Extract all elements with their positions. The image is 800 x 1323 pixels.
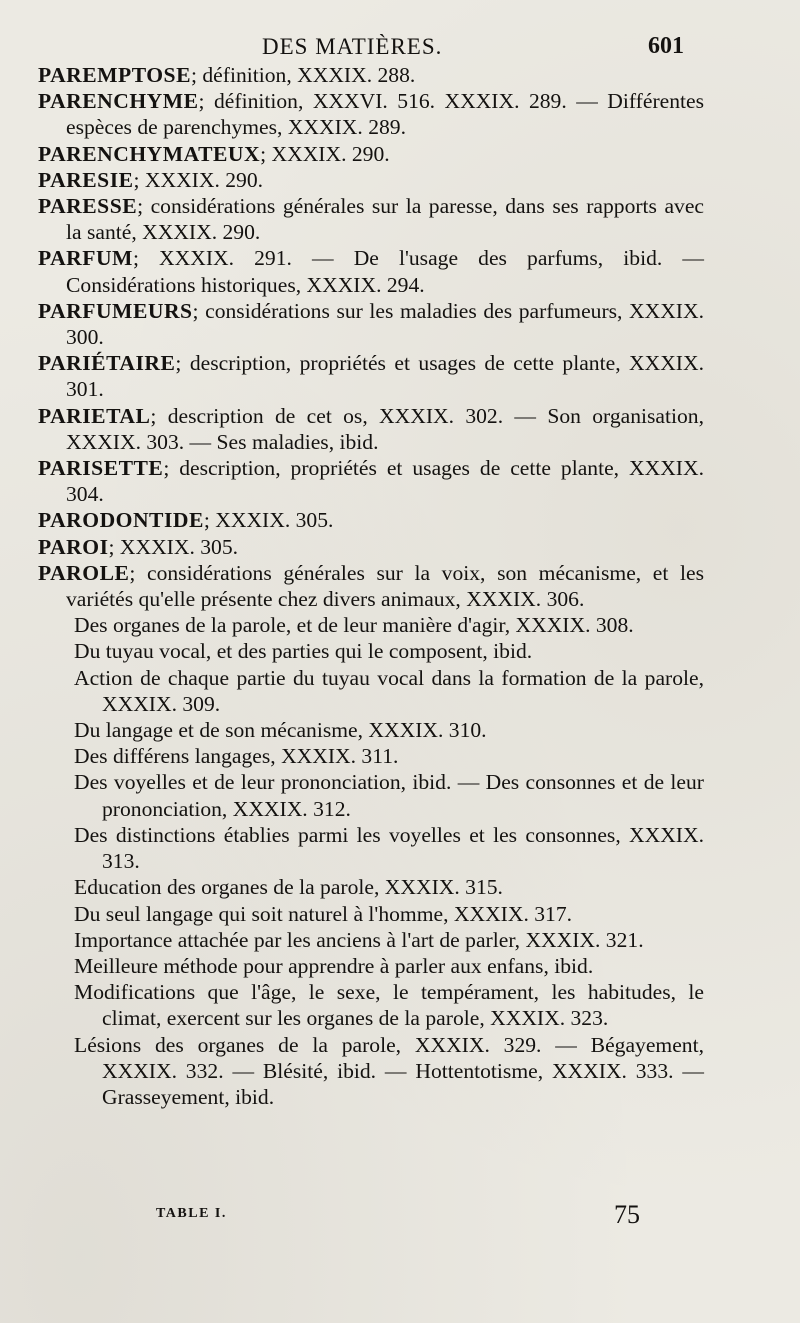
- signature-mark: TABLE I.: [156, 1206, 227, 1221]
- running-title: DES MATIÈRES.: [262, 34, 443, 59]
- entry-headword: PARFUM: [38, 246, 133, 271]
- index-entry: [38, 167, 704, 193]
- entry-headword: PARISETTE: [38, 456, 164, 481]
- subentry: Education des organes de la parole, XXXIX. 315.: [74, 875, 503, 900]
- subentry: Meilleure méthode pour apprendre à parler aux enfans, ibid.: [74, 953, 594, 978]
- entry-headword: PAROI: [38, 534, 109, 559]
- index-entry: [38, 534, 704, 560]
- index-entry: [38, 560, 704, 612]
- entry-headword: PAREMPTOSE: [38, 63, 191, 87]
- entry-text: ; définition, XXXVI. 516. XXXIX. 289. — Différentes espèces de parenchymes, XXXIX. 289.: [66, 89, 704, 140]
- index-entry: [38, 141, 704, 167]
- entry-text: ; XXXIX. 305.: [203, 508, 334, 533]
- entry-text: ; description, propriétés et usages de cette plante, XXXIX. 304.: [66, 456, 704, 507]
- subentry: Des voyelles et de leur prononciation, ibid. — Des consonnes et de leur prononciation, XXXIX. 312.: [74, 770, 704, 821]
- subentry: Lésions des organes de la parole, XXXIX. 329. — Bégayement, XXXIX. 332. — Blésité, ibid. — Hottentotisme, XXXIX. 333. — Grasseyement, ibid.: [74, 1032, 704, 1109]
- entry-headword: PARODONTIDE: [38, 508, 204, 533]
- page-footer: [0, 1200, 800, 1246]
- entry-headword: PARESIE: [38, 167, 134, 192]
- subentry: Du tuyau vocal, et des parties qui le composent, ibid.: [74, 639, 533, 664]
- index-entry: [38, 88, 704, 140]
- entry-text: ; XXXIX. 290.: [260, 141, 390, 166]
- entry-headword: PARFUMEURS: [38, 298, 193, 323]
- index-entry: [38, 193, 704, 245]
- folio-number: 75: [614, 1200, 640, 1229]
- entry-text: ; considérations générales sur la paresse, dans ses rapports avec la santé, XXXIX. 290.: [66, 194, 704, 245]
- subentry: Des distinctions établies parmi les voyelles et les consonnes, XXXIX. 313.: [74, 822, 704, 874]
- index-entry: [38, 245, 704, 297]
- entry-headword: PARIÉTAIRE: [38, 351, 176, 376]
- index-entry: [38, 298, 704, 350]
- entry-text: ; considérations générales sur la voix, son mécanisme, et les variétés qu'elle présente chez divers animaux, XXXIX. 306.: [66, 560, 704, 612]
- entry-headword: PARENCHYMATEUX: [38, 141, 261, 166]
- index-entry: [38, 507, 704, 533]
- entry-headword: PARENCHYME: [38, 89, 199, 114]
- subentry: Importance attachée par les anciens à l'art de parler, XXXIX. 321.: [74, 927, 644, 952]
- index-entry: [38, 455, 704, 507]
- running-head: [0, 34, 800, 64]
- entry-text: ; description de cet os, XXXIX. 302. — Son organisation, XXXIX. 303. — Ses maladies, ibid.: [66, 403, 704, 454]
- entry-text: ; description, propriétés et usages de cette plante, XXXIX. 301.: [66, 351, 704, 402]
- subentry: Du langage et de son mécanisme, XXXIX. 310.: [74, 718, 487, 743]
- index-entry: [38, 62, 704, 88]
- entry-text: ; considérations sur les maladies des parfumeurs, XXXIX. 300.: [66, 298, 704, 350]
- page-number: 601: [648, 33, 684, 59]
- index-entry: [38, 403, 704, 455]
- subentry: Des différens langages, XXXIX. 311.: [74, 744, 399, 769]
- index-entry: [38, 350, 704, 402]
- subentry: Modifications que l'âge, le sexe, le tempérament, les habitudes, le climat, exercent sur les organes de la parole, XXXIX. 323.: [74, 980, 704, 1031]
- entry-headword: PAROLE: [38, 560, 130, 585]
- entry-text: ; XXXIX. 290.: [133, 167, 264, 192]
- subentry: Action de chaque partie du tuyau vocal dans la formation de la parole, XXXIX. 309.: [74, 665, 704, 716]
- entry-text: ; définition, XXXIX. 288.: [190, 63, 416, 87]
- entry-text: ; XXXIX. 291. — De l'usage des parfums, ibid. — Considérations historiques, XXXIX. 294.: [66, 246, 704, 297]
- entry-headword: PARESSE: [38, 194, 138, 219]
- entry-headword: PARIETAL: [38, 403, 151, 428]
- subentry: Des organes de la parole, et de leur manière d'agir, XXXIX. 308.: [74, 613, 634, 638]
- subentry: Du seul langage qui soit naturel à l'homme, XXXIX. 317.: [74, 901, 573, 926]
- index-entries: [38, 62, 704, 1110]
- entry-text: ; XXXIX. 305.: [108, 534, 239, 559]
